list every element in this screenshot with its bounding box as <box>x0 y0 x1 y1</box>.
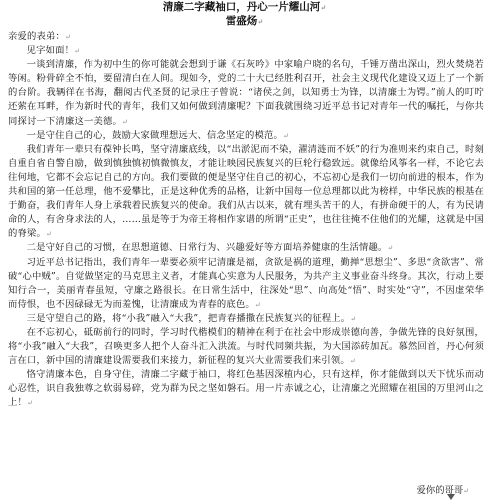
paragraph-point-one: 一是守住自己的心，鼓励大家做理想远大、信念坚定的模范。↵ <box>26 129 290 141</box>
paragraph-mark: ↵ <box>350 314 357 323</box>
paragraph-mark: ↵ <box>349 357 356 366</box>
paragraph-mark: ↵ <box>64 33 72 41</box>
paragraph-mark: ↵ <box>46 230 53 239</box>
paragraph-mark: ↵ <box>320 3 327 12</box>
paragraph-mark: ↵ <box>463 487 469 495</box>
paragraph-mark: ↵ <box>254 300 261 309</box>
paragraph-point-two: 二是守好自己的习惯，在思想道德、日常行为、兴趣爱好等方面培养健康的生活情趣。↵ <box>26 242 394 254</box>
paragraph-mark: ↵ <box>257 17 264 26</box>
paragraph-point-three-body: 在不忘初心，砥砺前行的同时，学习时代楷模们的精神在利于在社会中形成崇德向善，争做先锋的良好氛围，将“小我”融入“大我”，召唤更多人把个人奋斗汇入洪流。与时代同频共振，为大国添砖加瓦。慕然回首，丹心何须言在口，新中国的清廉建设需要我们来接力，新征程的复兴大业需要我们来引领。↵ <box>8 326 484 367</box>
greeting: 见字如面！↵ <box>26 45 81 57</box>
signature: 爱你的哥哥↵ <box>416 485 469 496</box>
scroll-down-icon[interactable] <box>447 494 455 500</box>
paragraph-intro: 一谈到清廉，作为初中生的你可能就会想到于谦《石灰吟》中家喻户晓的名句，千锤万凿出深山，烈火焚烧若等闲。粉骨碎全不怕，要留清白在人间。现如今，党的二十大已经胜利召开，社会主义现代化建设又迈上了一个新的台阶。我辆徉在书海，翻阅古代圣贤的记录庄子曾说：“诸侯之剑，以知勇士为锋，以清廉士为锷。”前人的叮咛还萦在耳畔，作为新时代的青年，我们又如何做到清廉呢？下面我就围绕习近平总书记对青年一代的嘱托，与你共同探讨一下清廉这一美德。↵ <box>8 59 484 127</box>
paragraph-mark: ↵ <box>74 47 81 56</box>
paragraph-mark: ↵ <box>283 131 290 140</box>
paragraph-mark: ↵ <box>387 244 394 253</box>
paragraph-mark: ↵ <box>121 117 129 126</box>
document-body <box>8 30 484 411</box>
paragraph-conclusion: 恪守清廉本色，自身守住，清廉二字藏于袖口，将红色基因深植内心，只有这样，你才能做到以天下忧乐而动心忍性，识自我独尊之软弱易碎，党为群为民之坚如磐石。用一片赤诚之心，让清廉之光照耀在祖国的万里河山之上！↵ <box>8 369 484 409</box>
paragraph-point-three: 三是守望自己的路，将“小我”融入“大我”，把青春播撒在民族复兴的征程上。↵ <box>26 312 357 324</box>
paragraph-point-one-body: 我们青年一辈只有葆钟长鸣，坚守清廉底线，以“出淤泥而不染，濯清涟而不妖”的行为准则来约束自己，时刻自重自省自警自励，做到慎独慎初慎微慎友，才能让映园民族复兴的巨轮行稳致远。就像给风筝名一样，不论它去往何地，它都不会忘记自己的方向。我们要做的便是坚守住自己的初心，不忘初心是我们一切向前进的根本，作为共和国的第一任总理，他不爱攀比，正是这种优秀的品格，让新中国每一位总理都以此为榜样，中华民族的根基在于勤奋，我们青年人身上承载着民族复兴的使命。我们从古以来，就有埋头苦干的人，有拼命硬干的人，有为民请命的人，有舍身求法的人，……虽是等于为帝王将相作家谱的所谓“正史”，也往往掩不住他们的光耀，这就是中国的脊梁。↵ <box>8 143 484 240</box>
document-title: 清廉二字藏袖口，丹心一片耀山河↵ <box>162 1 327 13</box>
document-author: 雷盛炀↵ <box>225 15 264 27</box>
paragraph-point-two-body: 习近平总书记指出，我们青年一辈要必须牢记清廉是福，贪欲是祸的道理，勤掸“思想尘”、多思“贪欲害”、常破“心中贼”。自觉做坚定的马克思主义者，才能真心实意为人民服务，为共产主义事业奋斗终身。其次，行动上要知行合一，美丽青春虽短，守廉之路很长。在日常生活中，往深处“思”、向高处“悟”、时实处“守”，不因虚荣华而侍恨，也不因碌碌无为而羞愧，让清廉成为青春的底色。↵ <box>8 256 484 310</box>
salutation: 亲爱的表弟：↵ <box>8 31 72 42</box>
paragraph-mark: ↵ <box>27 399 34 408</box>
